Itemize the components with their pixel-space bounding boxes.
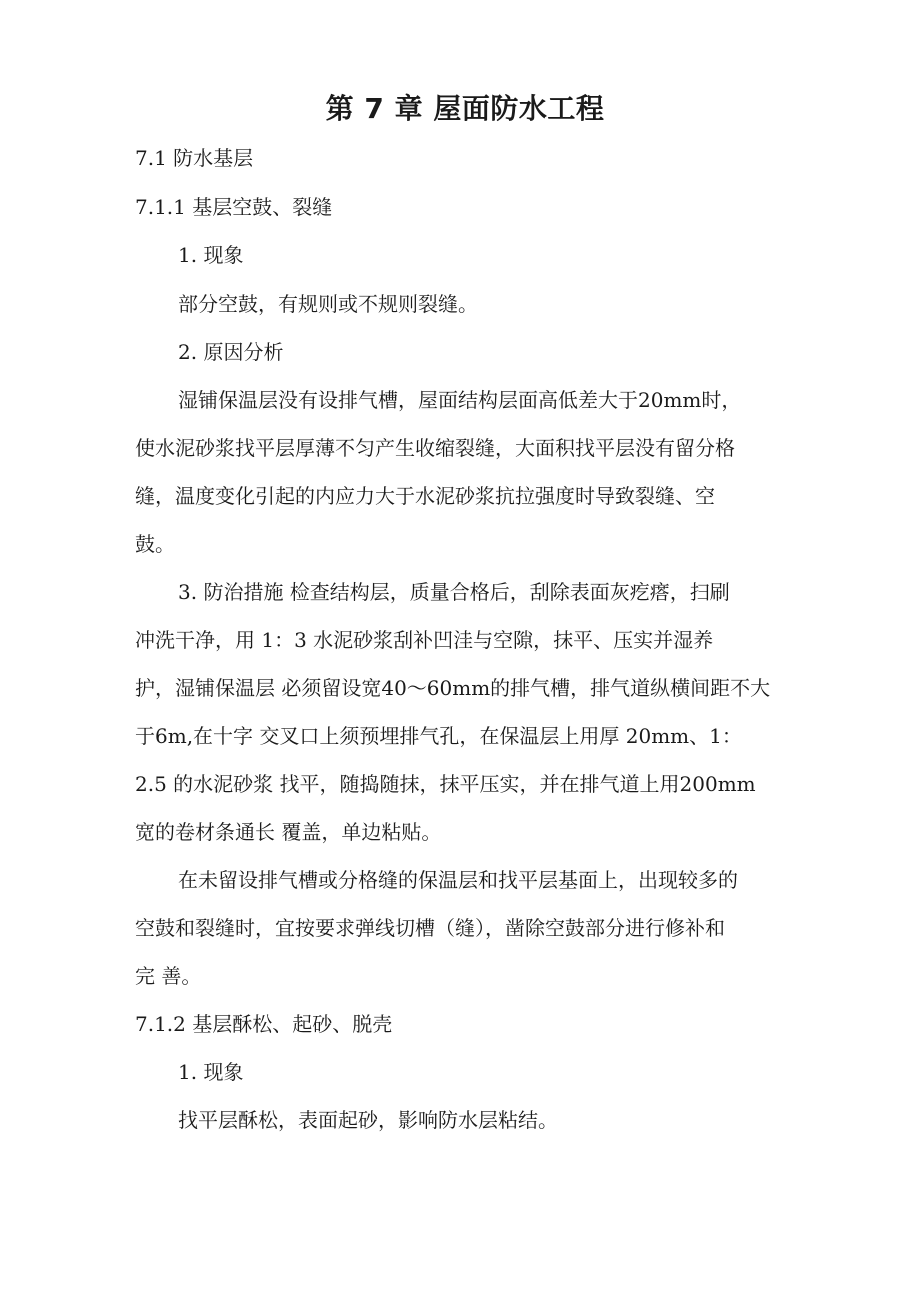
section-heading-7-1-1: 7.1.1 基层空鼓、裂缝	[135, 195, 333, 219]
item-label-phenomenon: 1. 现象	[178, 243, 244, 267]
section-heading-7-1-2: 7.1.2 基层酥松、起砂、脱壳	[135, 1012, 393, 1036]
item-label-phenomenon-2: 1. 现象	[178, 1060, 244, 1084]
paragraph-phenomenon: 部分空鼓，有规则或不规则裂缝。	[178, 292, 478, 316]
chapter-title: 第 7 章 屋面防水工程	[325, 92, 605, 125]
paragraph-prevention-line: 宽的卷材条通长 覆盖，单边粘贴。	[135, 820, 442, 844]
paragraph-repair-line: 空鼓和裂缝时，宜按要求弹线切槽（缝），凿除空鼓部分进行修补和	[135, 916, 725, 940]
paragraph-cause-line: 缝，温度变化引起的内应力大于水泥砂浆抗拉强度时导致裂缝、空	[135, 484, 715, 508]
paragraph-prevention-line: 冲洗干净，用 1：3 水泥砂浆刮补凹洼与空隙，抹平、压实并湿养	[135, 628, 714, 652]
paragraph-cause-line: 鼓。	[135, 532, 175, 556]
paragraph-prevention-line: 2.5 的水泥砂浆 找平，随捣随抹，抹平压实，并在排气道上用200mm	[135, 772, 756, 796]
paragraph-prevention-line: 护，湿铺保温层 必须留设宽40〜60mm的排气槽，排气道纵横间距不大	[135, 676, 771, 700]
paragraph-repair-line: 完 善。	[135, 964, 202, 988]
paragraph-cause-line: 使水泥砂浆找平层厚薄不匀产生收缩裂缝，大面积找平层没有留分格	[135, 436, 735, 460]
paragraph-repair-line: 在未留设排气槽或分格缝的保温层和找平层基面上，出现较多的	[178, 868, 738, 892]
paragraph-cause-line: 湿铺保温层没有设排气槽，屋面结构层面高低差大于20mm时，	[178, 388, 742, 412]
paragraph-phenomenon-2: 找平层酥松，表面起砂，影响防水层粘结。	[178, 1108, 558, 1132]
paragraph-prevention-line: 于6m,在十字 交叉口上须预埋排气孔，在保温层上用厚 20mm、1：	[135, 724, 742, 748]
section-heading-7-1: 7.1 防水基层	[135, 146, 254, 170]
item-label-cause-analysis: 2. 原因分析	[178, 340, 284, 364]
paragraph-prevention-line: 3. 防治措施 检查结构层，质量合格后，刮除表面灰疙瘩，扫刷	[178, 580, 730, 604]
